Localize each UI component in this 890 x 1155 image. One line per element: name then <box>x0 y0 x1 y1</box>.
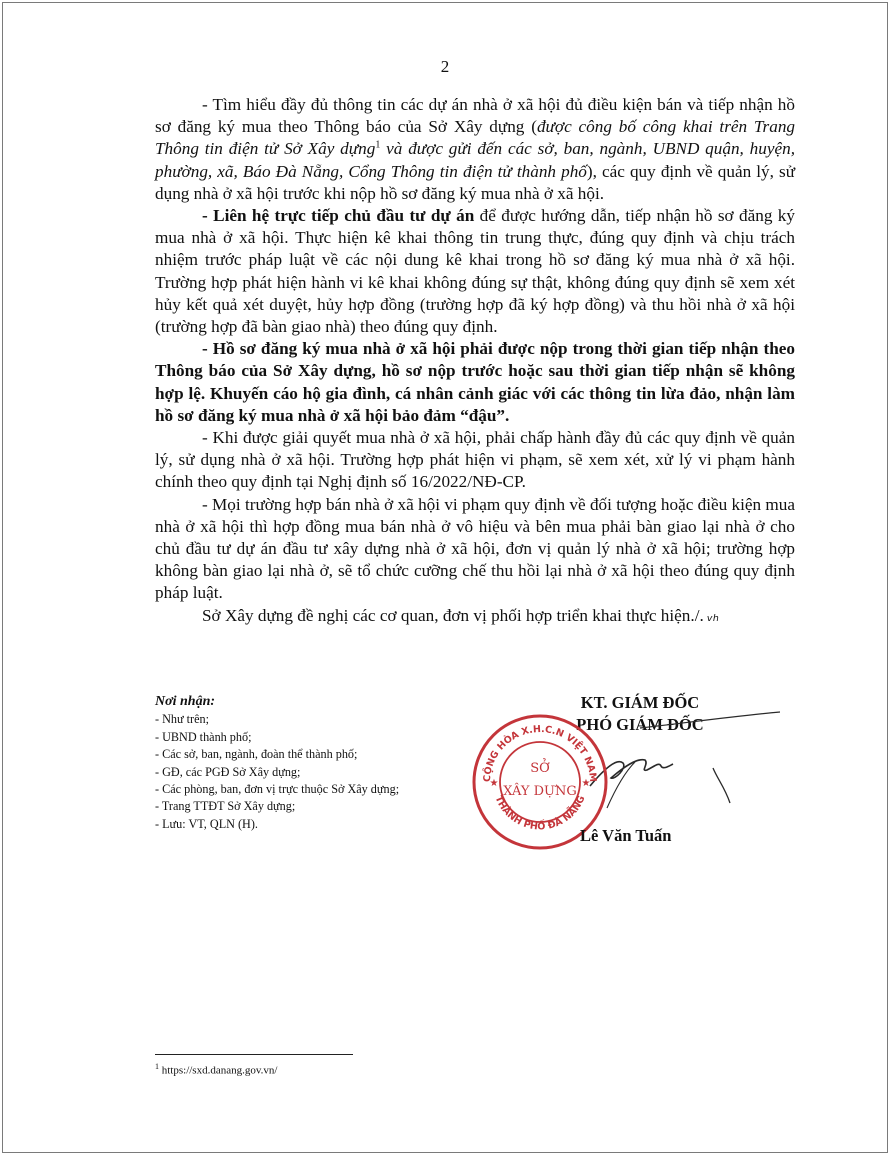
recipient-item: - Các phòng, ban, đơn vị trực thuộc Sở Xây dựng; <box>155 782 400 797</box>
handwritten-signature <box>585 708 785 828</box>
seal-center-top: SỞ <box>530 761 550 776</box>
footnote <box>155 1062 277 1077</box>
signature-title-line-2: PHÓ GIÁM ĐỐC <box>576 715 704 734</box>
closing-text: Sở Xây dựng đề nghị các cơ quan, đơn vị phối hợp triển khai thực hiện./. <box>202 605 704 625</box>
document-body <box>155 94 795 627</box>
signer-name: Lê Văn Tuấn <box>580 826 672 845</box>
paragraph-research-info <box>155 94 795 205</box>
recipient-item: - Lưu: VT, QLN (H). <box>155 816 258 831</box>
signature-title-line-1: KT. GIÁM ĐỐC <box>580 693 700 712</box>
paragraph-italic-text: được công bố công khai trên Trang Thông tin điện tử Sở Xây dựng <box>155 117 796 159</box>
footnote-reference: 1 <box>375 139 381 151</box>
paragraph-violation: - Mọi trường hợp bán nhà ở xã hội vi phạm quy định về đối tượng hoặc điều kiện mua nhà ở xã hội thì hợp đồng mua bán nhà ở vô hiệu và bên mua phải bàn giao lại nhà ở cho chủ đầu tư dự án đầu tư xây dựng nhà ở xã hội, đơn vị quản lý nhà ở xã hội; trường hợp không bàn giao lại nhà ở, sẽ tổ chức cưỡng chế thu hồi lại nhà ở xã hội theo đúng quy định pháp luật. <box>155 494 795 603</box>
page-number: 2 <box>440 57 450 76</box>
paragraph-closing <box>155 605 795 627</box>
paragraph-text: ), các quy định về quản lý, sử dụng nhà ở xã hội trước khi nộp hồ sơ đăng ký mua nhà ở xã hội. <box>155 161 796 203</box>
paragraph-compliance: - Khi được giải quyết mua nhà ở xã hội, phải chấp hành đầy đủ các quy định về quản lý, sử dụng nhà ở xã hội. Trường hợp phát hiện vi phạm, sẽ xem xét, xử lý vi phạm hành chính theo quy định tại Nghị định số 16/2022/NĐ-CP. <box>155 428 795 492</box>
recipient-item: - Như trên; <box>155 712 209 727</box>
seal-center-main: XÂY DỰNG <box>503 784 577 799</box>
footnote-separator <box>155 1054 353 1055</box>
paragraph-bold-lead: - Liên hệ trực tiếp chủ đầu tư dự án <box>202 206 475 226</box>
recipients-list <box>155 711 475 833</box>
seal-bottom-arc-text: THÀNH PHỐ ĐÀ NẴNG <box>492 794 588 833</box>
paragraph-italic-text: và được gửi đến các sở, ban, ngành, UBND quận, huyện, phường, xã, Báo Đà Nẵng, Cổng Thông tin điện tử thành phố <box>155 139 795 181</box>
recipient-item: - Các sở, ban, ngành, đoàn thể thành phố; <box>155 747 358 762</box>
recipients-heading: Nơi nhận: <box>155 694 216 709</box>
recipients-block <box>155 693 475 833</box>
seal-star-left: ★ <box>489 778 499 789</box>
paragraph-submission-warning: - Hồ sơ đăng ký mua nhà ở xã hội phải được nộp trong thời gian tiếp nhận theo Thông báo của Sở Xây dựng, hồ sơ nộp trước hoặc sau thời gian tiếp nhận sẽ không hợp lệ. Khuyến cáo hộ gia đình, cá nhân cảnh giác với các thông tin lừa đảo, nhận làm hồ sơ đăng ký mua nhà ở xã hội bảo đảm “đậu”. <box>155 339 795 425</box>
seal-star-right: ★ <box>581 778 591 789</box>
paragraph-contact-investor <box>155 205 795 338</box>
recipient-item: - UBND thành phố; <box>155 729 252 744</box>
footnote-number: 1 <box>155 1062 159 1071</box>
paragraph-text: để được hướng dẫn, tiếp nhận hồ sơ đăng ký mua nhà ở xã hội. Thực hiện kê khai thông tin trung thực, đúng quy định và chịu trách nhiệm trước pháp luật về các nội dung kê khai trong hồ sơ đăng ký mua nhà ở xã hội. Trường hợp phát hiện hành vi kê khai không đúng sự thật, không đúng quy định sẽ xem xét hủy kết quả xét duyệt, hủy hợp đồng (trường hợp đã ký hợp đồng) và thu hồi nhà ở xã hội (trường hợp đã bàn giao nhà) theo đúng quy định. <box>155 206 795 337</box>
handwritten-initials: ᵥₕ <box>706 606 720 625</box>
seal-top-arc-text: CỘNG HÒA X.H.C.N VIỆT NAM <box>481 723 599 783</box>
footnote-url: https://sxd.danang.gov.vn/ <box>161 1064 278 1077</box>
paragraph-text: - Tìm hiểu đầy đủ thông tin các dự án nhà ở xã hội đủ điều kiện bán và tiếp nhận hồ sơ đăng ký mua theo Thông báo của Sở Xây dựng ( <box>155 95 795 137</box>
recipient-item: - Trang TTĐT Sở Xây dựng; <box>155 799 296 814</box>
recipient-item: - GĐ, các PGĐ Sở Xây dựng; <box>155 764 301 779</box>
